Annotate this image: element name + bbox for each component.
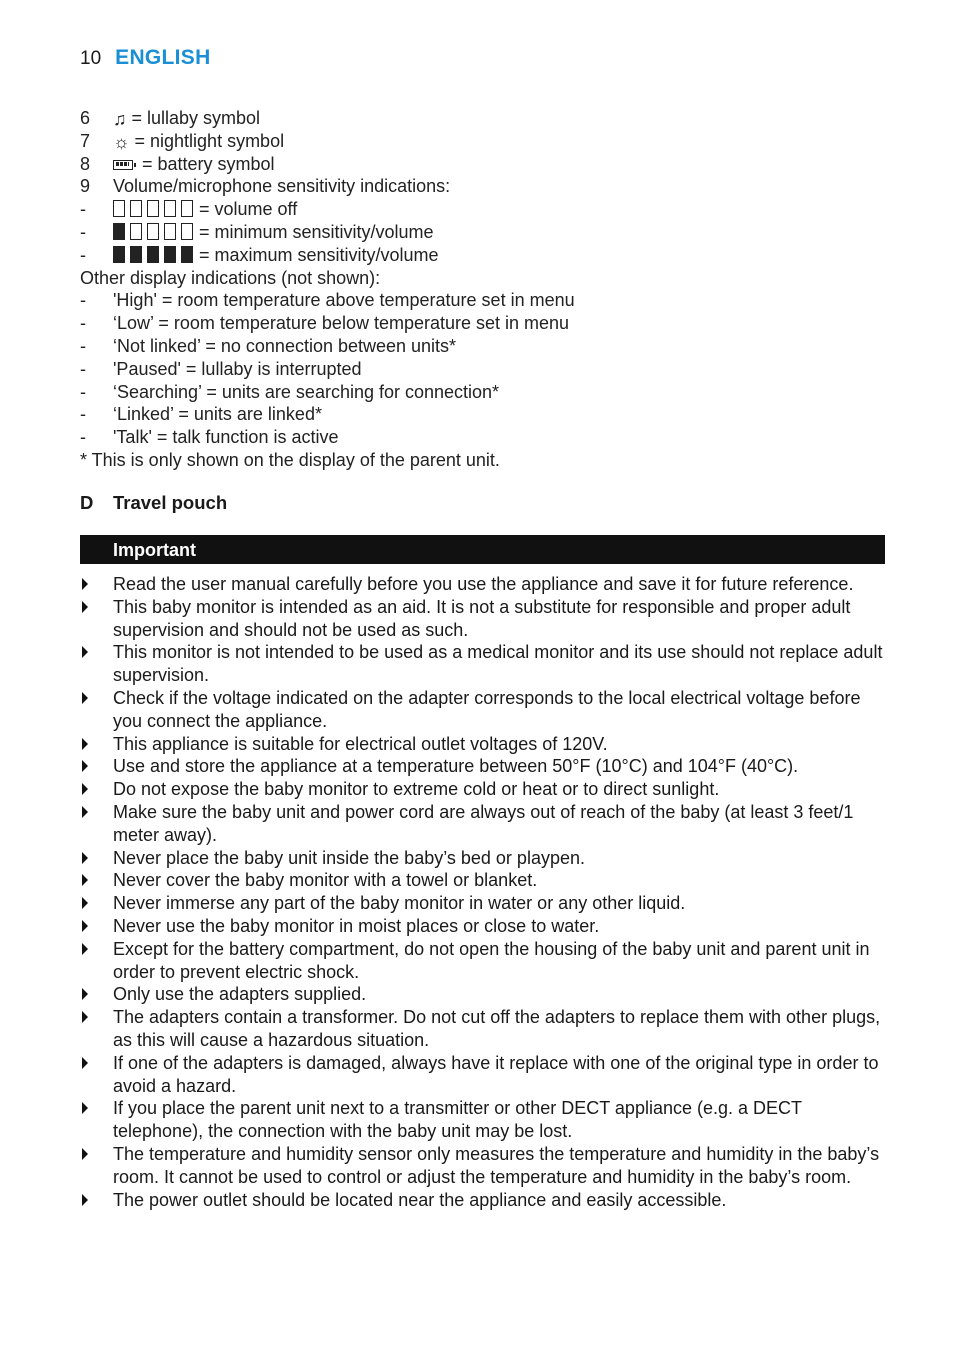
important-item <box>80 938 890 984</box>
volume-bar <box>113 200 125 217</box>
list-marker: - <box>80 427 86 448</box>
list-item-text: 'Talk' = talk function is active <box>113 427 339 448</box>
important-item-text: Never immerse any part of the baby monitor in water or any other liquid. <box>113 893 686 914</box>
important-item-text: This monitor is not intended to be used as a medical monitor and its use should not replace adult supervision. <box>113 642 883 686</box>
bullet-arrow-icon <box>80 983 113 1006</box>
display-list-item <box>80 221 880 244</box>
bullet-arrow-icon <box>80 915 113 938</box>
list-item-text: = minimum sensitivity/volume <box>199 221 434 242</box>
important-item <box>80 778 890 801</box>
display-list-item <box>80 381 880 404</box>
list-text <box>113 426 338 449</box>
display-list-item <box>80 335 880 358</box>
list-text <box>113 221 434 244</box>
list-marker: - <box>80 404 86 425</box>
list-marker: - <box>80 199 86 220</box>
important-item-text: Except for the battery compartment, do not open the housing of the baby unit and parent unit in order to prevent electric shock. <box>113 938 870 982</box>
list-marker: - <box>80 221 86 242</box>
list-marker: - <box>80 244 86 265</box>
important-item-text: Make sure the baby unit and power cord are always out of reach of the baby (at least 3 feet/1 meter away). <box>113 801 854 845</box>
important-item-text: The power outlet should be located near the appliance and easily accessible. <box>113 1189 727 1210</box>
important-item-text: Check if the voltage indicated on the adapter corresponds to the local electrical voltage before you connect the appliance. <box>113 687 861 731</box>
important-item-text: Use and store the appliance at a temperature between 50°F (10°C) and 104°F (40°C). <box>113 756 799 777</box>
volume-bar <box>147 223 159 240</box>
section-heading <box>80 492 227 514</box>
list-text <box>113 358 362 381</box>
volume-bar <box>181 200 193 217</box>
list-item-text: = nightlight symbol <box>129 130 285 151</box>
display-list-item <box>80 449 880 472</box>
important-item-text: If one of the adapters is damaged, always have it replace with one of the original type in order to avoid a hazard. <box>113 1052 879 1096</box>
display-list-item <box>80 153 880 176</box>
list-item-text: Other display indications (not shown): <box>80 267 381 288</box>
list-text <box>80 449 500 472</box>
volume-level-icon <box>113 246 193 263</box>
list-marker: - <box>80 290 86 311</box>
volume-bar <box>130 223 142 240</box>
important-item <box>80 1143 890 1189</box>
important-item-text: This appliance is suitable for electrical outlet voltages of 120V. <box>113 733 608 754</box>
bullet-arrow-icon <box>80 847 113 870</box>
list-text <box>113 244 439 267</box>
list-text <box>80 267 380 290</box>
page-header <box>80 46 211 74</box>
important-banner <box>80 535 885 564</box>
important-item-text: The adapters contain a transformer. Do not cut off the adapters to replace them with other plugs, as this will cause a hazardous situation. <box>113 1007 881 1050</box>
important-item <box>80 1097 890 1143</box>
list-item-text: ‘Linked’ = units are linked* <box>113 404 322 425</box>
volume-bar <box>147 246 159 263</box>
list-text <box>113 130 284 153</box>
bullet-arrow-icon <box>80 869 113 892</box>
list-marker: - <box>80 381 86 402</box>
important-item <box>80 573 890 596</box>
important-item-text: The temperature and humidity sensor only measures the temperature and humidity in the baby’s room. It cannot be used to control or adjust the temperature and humidity in the baby’s room. <box>113 1143 880 1187</box>
battery-icon <box>113 160 133 170</box>
display-list-item <box>80 312 880 335</box>
bullet-arrow-icon <box>80 801 113 847</box>
list-text <box>113 153 275 176</box>
volume-bar <box>113 246 125 263</box>
lullaby-icon: ♫ <box>113 108 127 129</box>
list-item-text: Volume/microphone sensitivity indications: <box>113 176 451 197</box>
bullet-arrow-icon <box>80 733 113 756</box>
list-marker: - <box>80 358 86 379</box>
bullet-arrow-icon <box>80 687 113 733</box>
important-item-text: Never use the baby monitor in moist places or close to water. <box>113 915 600 936</box>
list-item-text: = volume off <box>199 199 298 220</box>
list-item-text: 'High' = room temperature above temperature set in menu <box>113 290 575 311</box>
list-text <box>113 198 297 221</box>
volume-bar <box>113 223 125 240</box>
display-list-item <box>80 267 880 290</box>
list-text <box>113 312 569 335</box>
display-list-item <box>80 130 880 153</box>
bullet-arrow-icon <box>80 1006 113 1052</box>
list-text <box>113 289 575 312</box>
bullet-arrow-icon <box>80 778 113 801</box>
list-item-text: ‘Low’ = room temperature below temperature set in menu <box>113 313 570 334</box>
bullet-arrow-icon <box>80 596 113 642</box>
list-text <box>113 175 450 198</box>
bullet-arrow-icon <box>80 641 113 687</box>
volume-bar <box>147 200 159 217</box>
volume-bar <box>130 246 142 263</box>
important-item-text: Do not expose the baby monitor to extreme cold or heat or to direct sunlight. <box>113 779 720 800</box>
important-item <box>80 847 890 870</box>
bullet-arrow-icon <box>80 892 113 915</box>
display-list-item <box>80 426 880 449</box>
list-item-text: = battery symbol <box>137 153 275 174</box>
important-item-text: Never cover the baby monitor with a towel or blanket. <box>113 870 538 891</box>
list-marker: 8 <box>80 153 91 174</box>
bullet-arrow-icon <box>80 1052 113 1098</box>
important-item <box>80 1189 890 1212</box>
list-item-text: ‘Not linked’ = no connection between units* <box>113 335 457 356</box>
list-text <box>113 381 499 404</box>
volume-level-icon <box>113 200 193 217</box>
nightlight-icon: ☼ <box>113 131 130 152</box>
important-item <box>80 596 890 642</box>
volume-bar <box>130 200 142 217</box>
display-list-item <box>80 244 880 267</box>
display-list-item <box>80 175 880 198</box>
important-item <box>80 983 890 1006</box>
important-item <box>80 733 890 756</box>
bullet-arrow-icon <box>80 755 113 778</box>
display-list-item <box>80 358 880 381</box>
important-item-text: This baby monitor is intended as an aid. It is not a substitute for responsible and proper adult supervision and should not be used as such. <box>113 596 851 640</box>
bullet-arrow-icon <box>80 1097 113 1143</box>
display-list-item <box>80 289 880 312</box>
important-list <box>80 573 890 1211</box>
language-title: ENGLISH <box>115 46 211 69</box>
section-title: Travel pouch <box>113 492 228 513</box>
list-marker: 9 <box>80 176 91 197</box>
important-item-text: Never place the baby unit inside the baby’s bed or playpen. <box>113 847 585 868</box>
important-item <box>80 1006 890 1052</box>
important-item-text: Only use the adapters supplied. <box>113 984 367 1005</box>
volume-bar <box>181 246 193 263</box>
volume-bar <box>164 223 176 240</box>
important-item <box>80 801 890 847</box>
important-item-text: If you place the parent unit next to a transmitter or other DECT appliance (e.g. a DECT telephone), the connection with the baby unit may be lost. <box>113 1098 802 1142</box>
volume-bar <box>164 246 176 263</box>
page-number: 10 <box>80 48 102 69</box>
section-letter: D <box>80 492 94 513</box>
display-indications-list <box>80 107 880 472</box>
important-item <box>80 869 890 892</box>
volume-bar <box>164 200 176 217</box>
bullet-arrow-icon <box>80 1143 113 1189</box>
important-item <box>80 915 890 938</box>
important-title: Important <box>113 540 196 560</box>
bullet-arrow-icon <box>80 938 113 984</box>
list-item-text: ‘Searching’ = units are searching for connection* <box>113 381 500 402</box>
list-item-text: * This is only shown on the display of the parent unit. <box>80 449 500 470</box>
list-marker: 7 <box>80 130 91 151</box>
display-list-item <box>80 107 880 130</box>
important-item <box>80 687 890 733</box>
important-item <box>80 1052 890 1098</box>
list-marker: - <box>80 335 86 356</box>
list-text <box>113 335 456 358</box>
bullet-arrow-icon <box>80 573 113 596</box>
important-item <box>80 755 890 778</box>
list-item-text: 'Paused' = lullaby is interrupted <box>113 358 362 379</box>
list-text <box>113 403 322 426</box>
important-item <box>80 641 890 687</box>
display-list-item <box>80 403 880 426</box>
volume-bar <box>181 223 193 240</box>
list-item-text: = maximum sensitivity/volume <box>199 244 439 265</box>
list-text <box>113 107 260 130</box>
list-marker: - <box>80 313 86 334</box>
list-item-text: = lullaby symbol <box>126 108 261 128</box>
important-item <box>80 892 890 915</box>
important-item-text: Read the user manual carefully before you use the appliance and save it for future reference. <box>113 574 854 594</box>
volume-level-icon <box>113 223 193 240</box>
display-list-item <box>80 198 880 221</box>
list-marker: 6 <box>80 108 91 128</box>
bullet-arrow-icon <box>80 1189 113 1212</box>
